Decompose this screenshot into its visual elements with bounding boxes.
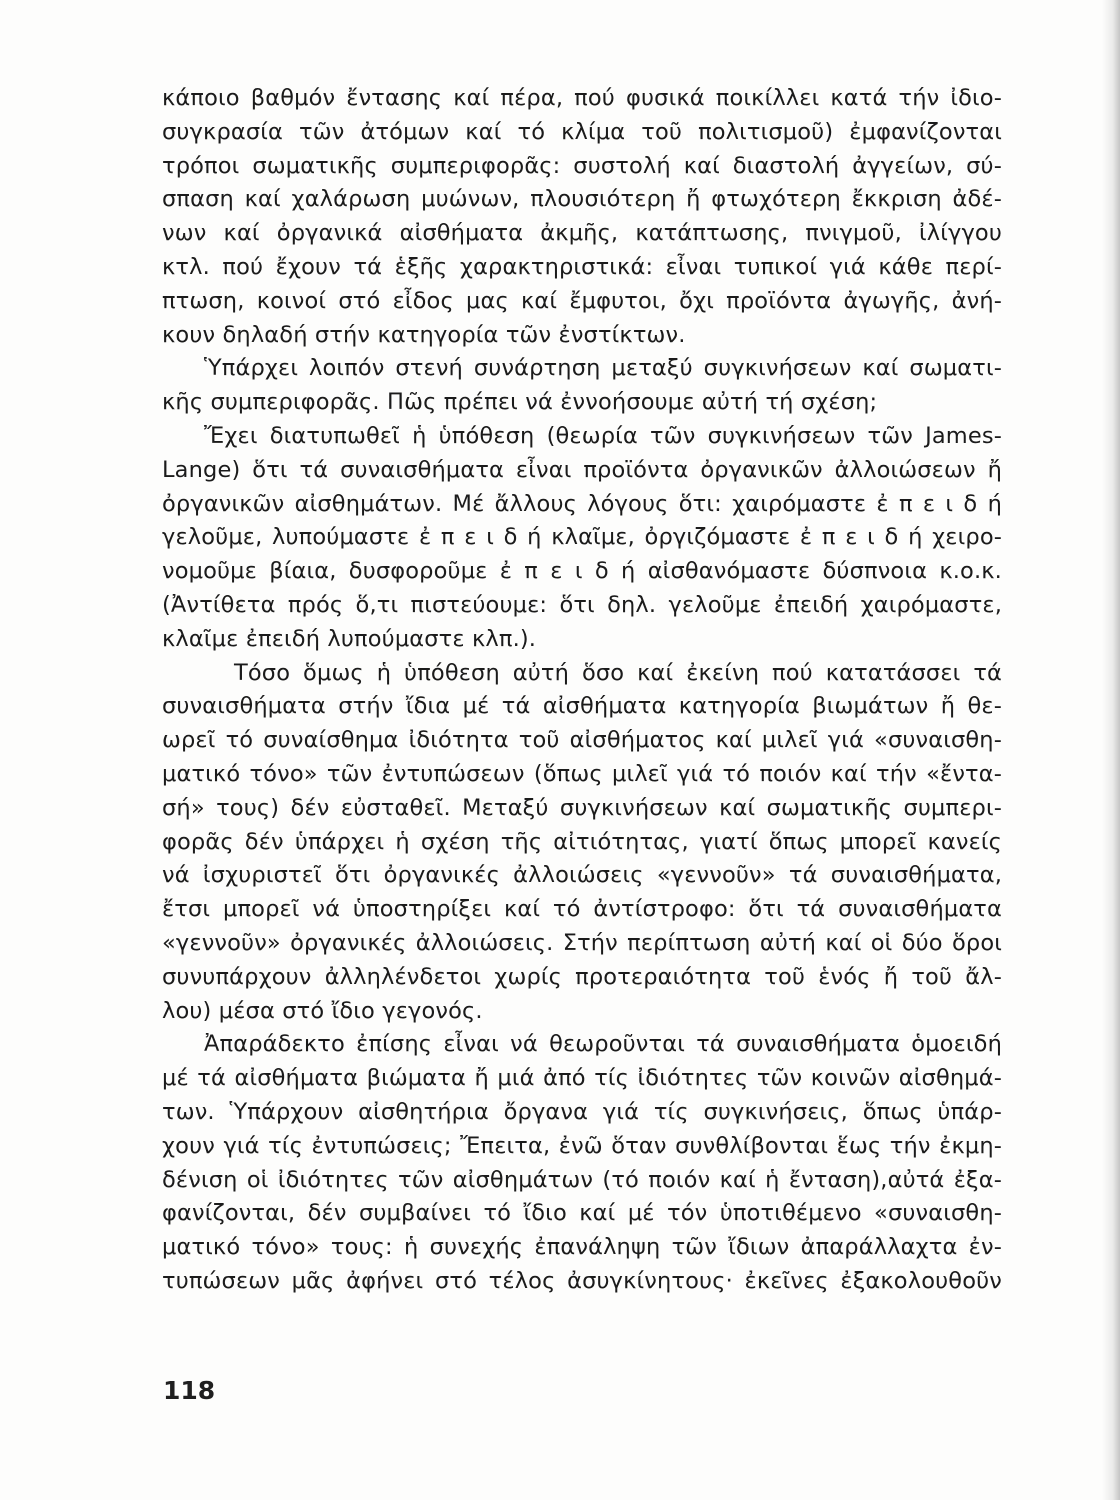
text-line: νά ἰσχυριστεῖ ὅτι ὀργανικές ἀλλοιώσεις «γεννοῦν» τά συναισθήματα, — [162, 862, 1002, 889]
text-line: σπαση καί χαλάρωση μυώνων, πλουσιότερη ἤ φτωχότερη ἔκκριση ἀδέ- — [162, 186, 1002, 213]
text-line: ἔτσι μπορεῖ νά ὑποστηρίξει καί τό ἀντίστροφο: ὅτι τά συναισθήματα — [162, 896, 1002, 923]
text-line: «γεννοῦν» ὀργανικές ἀλλοιώσεις. Στήν περίπτωση αὐτή καί οἱ δύο ὅροι — [162, 929, 1002, 956]
text-line: νων καί ὀργανικά αἰσθήματα ἀκμῆς, κατάπτωσης, πνιγμοῦ, ἰλίγγου — [162, 220, 1002, 247]
text-line: νομοῦμε βίαια, δυσφοροῦμε ἐ π ε ι δ ή αἰσθανόμαστε δύσπνοια κ.ο.κ. — [162, 558, 1002, 585]
text-line: τρόποι σωματικῆς συμπεριφορᾶς: συστολή καί διαστολή ἀγγείων, σύ- — [162, 152, 1002, 179]
text-line: Ἔχει διατυπωθεῖ ἡ ὑπόθεση (θεωρία τῶν συγκινήσεων τῶν James- — [204, 422, 1002, 449]
text-line: συνυπάρχουν ἀλληλένδετοι χωρίς προτεραιότητα τοῦ ἑνός ἤ τοῦ ἄλ- — [162, 963, 1002, 990]
text-line: μέ τά αἰσθήματα βιώματα ἤ μιά ἀπό τίς ἰδιότητες τῶν κοινῶν αἰσθημά- — [162, 1065, 1002, 1092]
text-line: τυπώσεων μᾶς ἀφήνει στό τέλος ἀσυγκίνητους· ἐκεῖνες ἐξακολουθοῦν — [162, 1267, 1002, 1294]
text-line: ωρεῖ τό συναίσθημα ἰδιότητα τοῦ αἰσθήματος καί μιλεῖ γιά «συναισθη- — [162, 727, 1002, 754]
text-line: συγκρασία τῶν ἀτόμων καί τό κλίμα τοῦ πολιτισμοῦ) ἐμφανίζονται — [162, 118, 1002, 145]
text-line: Ὑπάρχει λοιπόν στενή συνάρτηση μεταξύ συγκινήσεων καί σωματι- — [204, 355, 1002, 382]
text-line: κλαῖμε ἐπειδή λυπούμαστε κλπ.). — [162, 625, 537, 652]
body-text — [162, 82, 1002, 1299]
text-line: των. Ὑπάρχουν αἰσθητήρια ὄργανα γιά τίς συγκινήσεις, ὅπως ὑπάρ- — [162, 1098, 1002, 1125]
text-line: πτωση, κοινοί στό εἶδος μας καί ἔμφυτοι, ὄχι προϊόντα ἀγωγῆς, ἀνή- — [162, 287, 1002, 314]
text-line: Ἀπαράδεκτο ἐπίσης εἶναι νά θεωροῦνται τά συναισθήματα ὁμοειδή — [204, 1031, 1002, 1058]
text-line: γελοῦμε, λυπούμαστε ἐ π ε ι δ ή κλαῖμε, ὀργιζόμαστε ἐ π ε ι δ ή χειρο- — [162, 524, 1002, 551]
page-edge-shadow — [1102, 0, 1120, 1500]
text-line: ὀργανικῶν αἰσθημάτων. Μέ ἄλλους λόγους ὅτι: χαιρόμαστε ἐ π ε ι δ ή — [162, 490, 1002, 517]
text-line: χουν γιά τίς ἐντυπώσεις; Ἔπειτα, ἐνῶ ὅταν συνθλίβονται ἕως τήν ἐκμη- — [162, 1132, 1002, 1159]
text-line: σή» τους) δέν εὐσταθεῖ. Μεταξύ συγκινήσεων καί σωματικῆς συμπερι- — [162, 794, 1002, 821]
text-line: φανίζονται, δέν συμβαίνει τό ἴδιο καί μέ τόν ὑποτιθέμενο «συναισθη- — [162, 1200, 1002, 1227]
text-line: κτλ. πού ἔχουν τά ἑξῆς χαρακτηριστικά: εἶναι τυπικοί γιά κάθε περί- — [162, 253, 1002, 280]
text-line: Lange) ὅτι τά συναισθήματα εἶναι προϊόντα ὀργανικῶν ἀλλοιώσεων ἤ — [162, 456, 1002, 483]
text-line: κῆς συμπεριφορᾶς. Πῶς πρέπει νά ἐννοήσουμε αὐτή τή σχέση; — [162, 389, 878, 416]
text-line: Τόσο ὅμως ἡ ὑπόθεση αὐτή ὅσο καί ἐκείνη πού κατατάσσει τά — [234, 659, 1002, 686]
text-line: ματικό τόνο» τους: ἡ συνεχής ἐπανάληψη τῶν ἴδιων ἀπαράλλαχτα ἐν- — [162, 1234, 1002, 1261]
text-line: λου) μέσα στό ἴδιο γεγονός. — [162, 997, 483, 1024]
text-line: δένιση οἱ ἰδιότητες τῶν αἰσθημάτων (τό ποιόν καί ἡ ἔνταση),αὐτά ἐξα- — [162, 1166, 1002, 1193]
text-line: (Ἀντίθετα πρός ὅ,τι πιστεύουμε: ὅτι δηλ. γελοῦμε ἐπειδή χαιρόμαστε, — [162, 591, 1002, 618]
text-line: ματικό τόνο» τῶν ἐντυπώσεων (ὅπως μιλεῖ γιά τό ποιόν καί τήν «ἔντα- — [162, 760, 1002, 787]
text-line: κουν δηλαδή στήν κατηγορία τῶν ἐνστίκτων. — [162, 321, 686, 348]
text-line: συναισθήματα στήν ἴδια μέ τά αἰσθήματα κατηγορία βιωμάτων ἤ θε- — [162, 693, 1002, 720]
text-line: φορᾶς δέν ὑπάρχει ἡ σχέση τῆς αἰτιότητας, γιατί ὅπως μπορεῖ κανείς — [162, 828, 1002, 855]
page-number: 118 — [163, 1376, 216, 1405]
text-line: κάποιο βαθμόν ἔντασης καί πέρα, πού φυσικά ποικίλλει κατά τήν ἰδιο- — [162, 85, 1002, 111]
